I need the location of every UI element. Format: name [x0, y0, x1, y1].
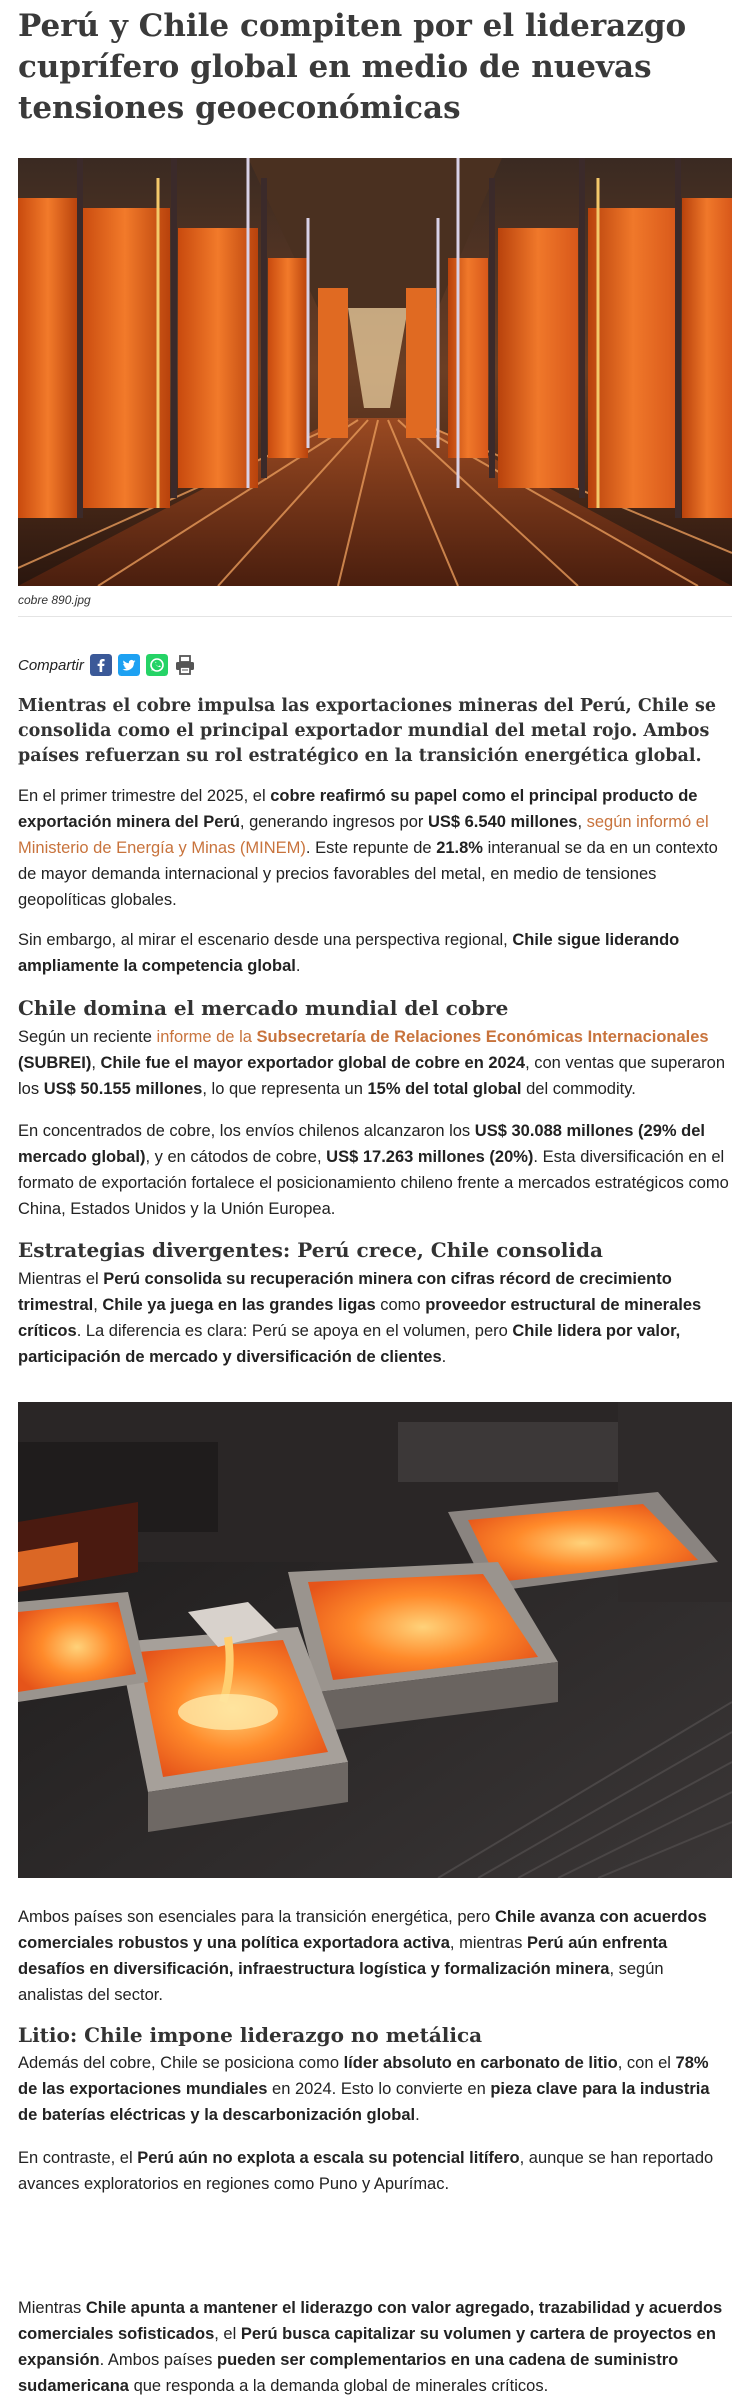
paragraph-1: En el primer trimestre del 2025, el cobre reafirmó su papel como el principal producto de exportación minera del Perú, generando ingresos por US$ 6.540 millones, según informó el Ministerio de Energía y Minas (MINEM). Este repunte de 21.8% interanual se da en un contexto de mayor demanda internacional y precios favorables del metal, en medio de tensiones geopolíticas globales. [18, 787, 718, 909]
share-label: Compartir [18, 656, 84, 674]
hero-caption: cobre 890.jpg [18, 593, 91, 607]
paragraph-3: Según un reciente informe de la Subsecretaría de Relaciones Económicas Internacionales (SUBREI), Chile fue el mayor exportador global de cobre en 2024, con ventas que superaron los US$ 50.155 millones, lo que representa un 15% del total global del commodity. [18, 1028, 726, 1098]
section-heading-strategies: Estrategias divergentes: Perú crece, Chile consolida [18, 1238, 603, 1262]
article-title: Perú y Chile compiten por el liderazgo cuprífero global en medio de nuevas tensiones geoeconómicas [18, 8, 687, 126]
paragraph-8: En contraste, el Perú aún no explota a escala su potencial litífero, aunque se han reportado avances exploratorios en regiones como Puno y Apurímac. [18, 2149, 714, 2193]
paragraph-4: En concentrados de cobre, los envíos chilenos alcanzaron los US$ 30.088 millones (29% del mercado global), y en cátodos de cobre, US$ 17.263 millones (20%). Esta diversificación en el formato de exportación fortalece el posicionamiento chileno frente a mercados estratégicos como China, Estados Unidos y la Unión Europea. [18, 1122, 729, 1218]
facebook-icon[interactable] [90, 654, 112, 676]
twitter-icon[interactable] [118, 654, 140, 676]
paragraph-7: Además del cobre, Chile se posiciona como líder absoluto en carbonato de litio, con el 78% de las exportaciones mundiales en 2024. Esto lo convierte en pieza clave para la industria de baterías eléctricas y la descarbonización global. [18, 2054, 710, 2124]
paragraph-2: Sin embargo, al mirar el escenario desde una perspectiva regional, Chile sigue liderando ampliamente la competencia global. [18, 931, 680, 975]
paragraph-9: Mientras Chile apunta a mantener el liderazgo con valor agregado, trazabilidad y acuerdos comerciales sofisticados, el Perú busca capitalizar su volumen y cartera de proyectos en expansión. Ambos países pueden ser complementarios en una cadena de suministro sudamericana que responda a la demanda global de minerales críticos. [18, 2299, 723, 2395]
article-lead: Mientras el cobre impulsa las exportaciones mineras del Perú, Chile se consolida como el principal exportador mundial del metal rojo. Ambos países refuerzan su rol estratégico en la transición energética global. [18, 696, 716, 766]
molten-copper-image [18, 1402, 732, 1878]
minem-link[interactable]: según informó el Ministerio de Energía y Minas (MINEM) [18, 813, 709, 857]
whatsapp-icon[interactable] [146, 654, 168, 676]
print-icon[interactable] [174, 654, 196, 676]
section-heading-lithium: Litio: Chile impone liderazgo no metálica [18, 2023, 483, 2047]
paragraph-5: Mientras el Perú consolida su recuperación minera con cifras récord de crecimiento trimestral, Chile ya juega en las grandes ligas como proveedor estructural de minerales críticos. La diferencia es clara: Perú se apoya en el volumen, pero Chile lidera por valor, participación de mercado y diversificación de clientes. [18, 1270, 702, 1366]
divider [18, 616, 732, 617]
subrei-link[interactable]: informe de la Subsecretaría de Relaciones Económicas Internacionales [156, 1028, 709, 1046]
section-heading-copper: Chile domina el mercado mundial del cobre [18, 996, 509, 1020]
paragraph-6: Ambos países son esenciales para la transición energética, pero Chile avanza con acuerdos comerciales robustos y una política exportadora activa, mientras Perú aún enfrenta desafíos en diversificación, infraestructura logística y formalización minera, según analistas del sector. [18, 1908, 707, 2004]
hero-image-copper-cathodes [18, 158, 732, 586]
share-bar [18, 650, 202, 680]
